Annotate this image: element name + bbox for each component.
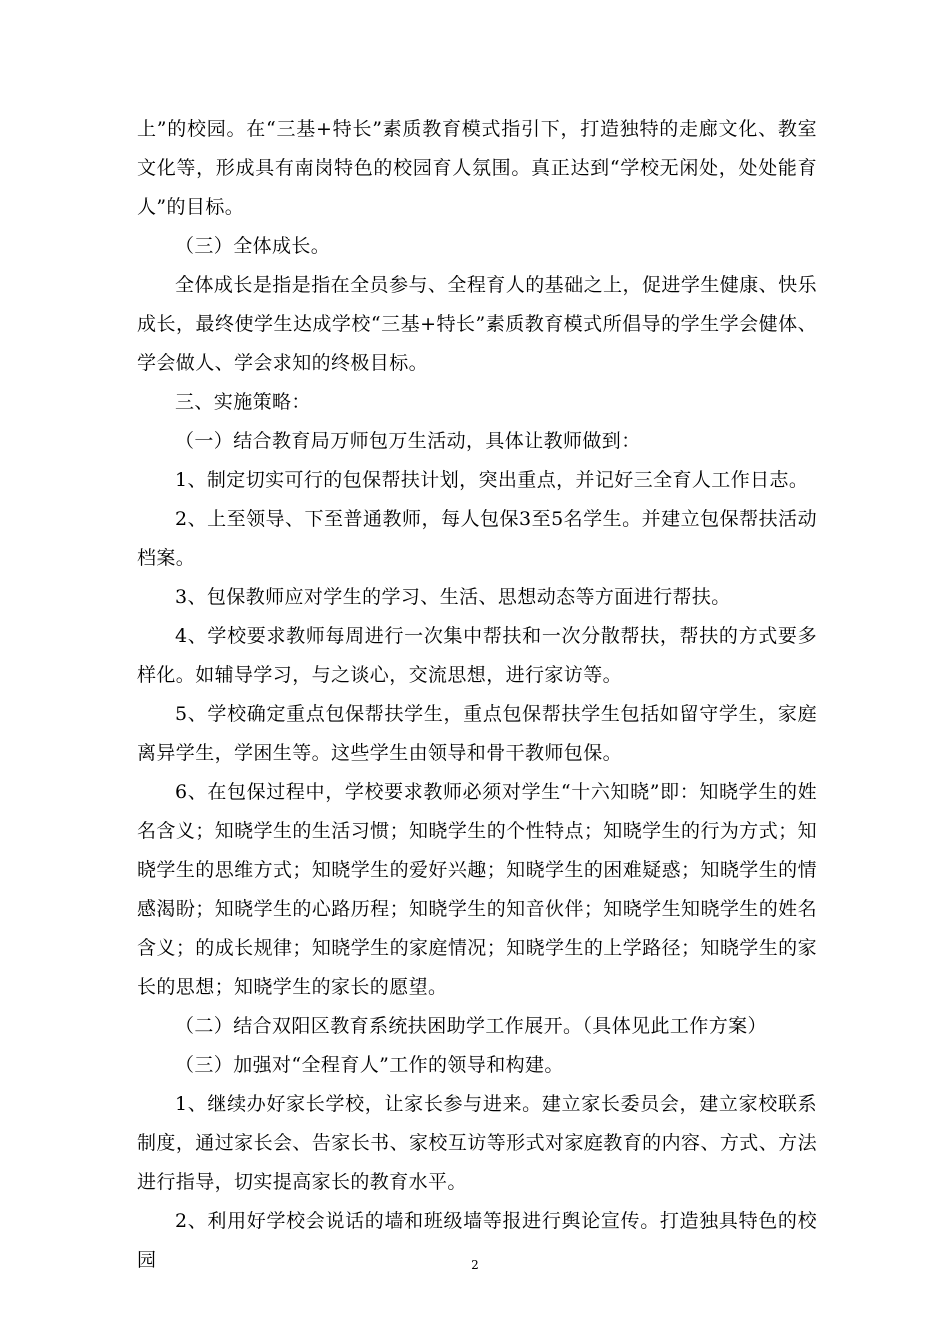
document-body bbox=[137, 110, 817, 1280]
list-item-5: 5、学校确定重点包保帮扶学生，重点包保帮扶学生包括如留守学生，家庭离异学生，学困生等。这些学生由领导和骨干教师包保。 bbox=[137, 703, 817, 764]
list-item-3: 3、包保教师应对学生的学习、生活、思想动态等方面进行帮扶。 bbox=[175, 586, 731, 608]
list-item-6: 6、在包保过程中，学校要求教师必须对学生“十六知晓”即：知晓学生的姓名含义；知晓学生的生活习惯；知晓学生的个性特点；知晓学生的行为方式；知晓学生的思维方式；知晓学生的爱好兴趣；知晓学生的困难疑惑；知晓学生的情感渴盼；知晓学生的心路历程；知晓学生的知音伙伴；知晓学生知晓学生的姓名含义；的成长规律；知晓学生的家庭情况；知晓学生的上学路径；知晓学生的家长的思想；知晓学生的家长的愿望。 bbox=[137, 781, 817, 998]
paragraph-3: 全体成长是指是指在全员参与、全程育人的基础之上，促进学生健康、快乐成长，最终使学生达成学校“三基+特长”素质教育模式所倡导的学生学会健体、学会做人、学会求知的终极目标。 bbox=[137, 274, 817, 374]
subsection-heading-1: （一）结合教育局万师包万生活动，具体让教师做到： bbox=[175, 430, 641, 452]
subsection-heading-2: （二）结合双阳区教育系统扶困助学工作展开。（具体见此工作方案） bbox=[175, 1015, 767, 1037]
list-item-8: 2、利用好学校会说话的墙和班级墙等报进行舆论宣传。打造独具特色的校园 bbox=[137, 1210, 817, 1271]
subsection-heading-3: （三）加强对“全程育人”工作的领导和构建。 bbox=[175, 1054, 564, 1076]
list-item-1: 1、制定切实可行的包保帮扶计划，突出重点，并记好三全育人工作日志。 bbox=[175, 469, 809, 491]
section-heading-quanti-chengzhang: （三）全体成长。 bbox=[175, 235, 331, 257]
list-item-7: 1、继续办好家长学校，让家长参与进来。建立家长委员会，建立家校联系制度，通过家长会、告家长书、家校互访等形式对家庭教育的内容、方式、方法进行指导，切实提高家长的教育水平。 bbox=[137, 1093, 817, 1193]
section-heading-shishi-celue: 三、实施策略： bbox=[175, 391, 311, 413]
page-number: 2 bbox=[471, 1258, 479, 1272]
list-item-2: 2、上至领导、下至普通教师，每人包保3至5名学生。并建立包保帮扶活动档案。 bbox=[137, 508, 817, 569]
list-item-4: 4、学校要求教师每周进行一次集中帮扶和一次分散帮扶，帮扶的方式要多样化。如辅导学习，与之谈心，交流思想，进行家访等。 bbox=[137, 625, 817, 686]
paragraph-1: 上”的校园。在“三基+特长”素质教育模式指引下，打造独特的走廊文化、教室文化等，形成具有南岗特色的校园育人氛围。真正达到“学校无闲处，处处能育人”的目标。 bbox=[137, 118, 817, 218]
